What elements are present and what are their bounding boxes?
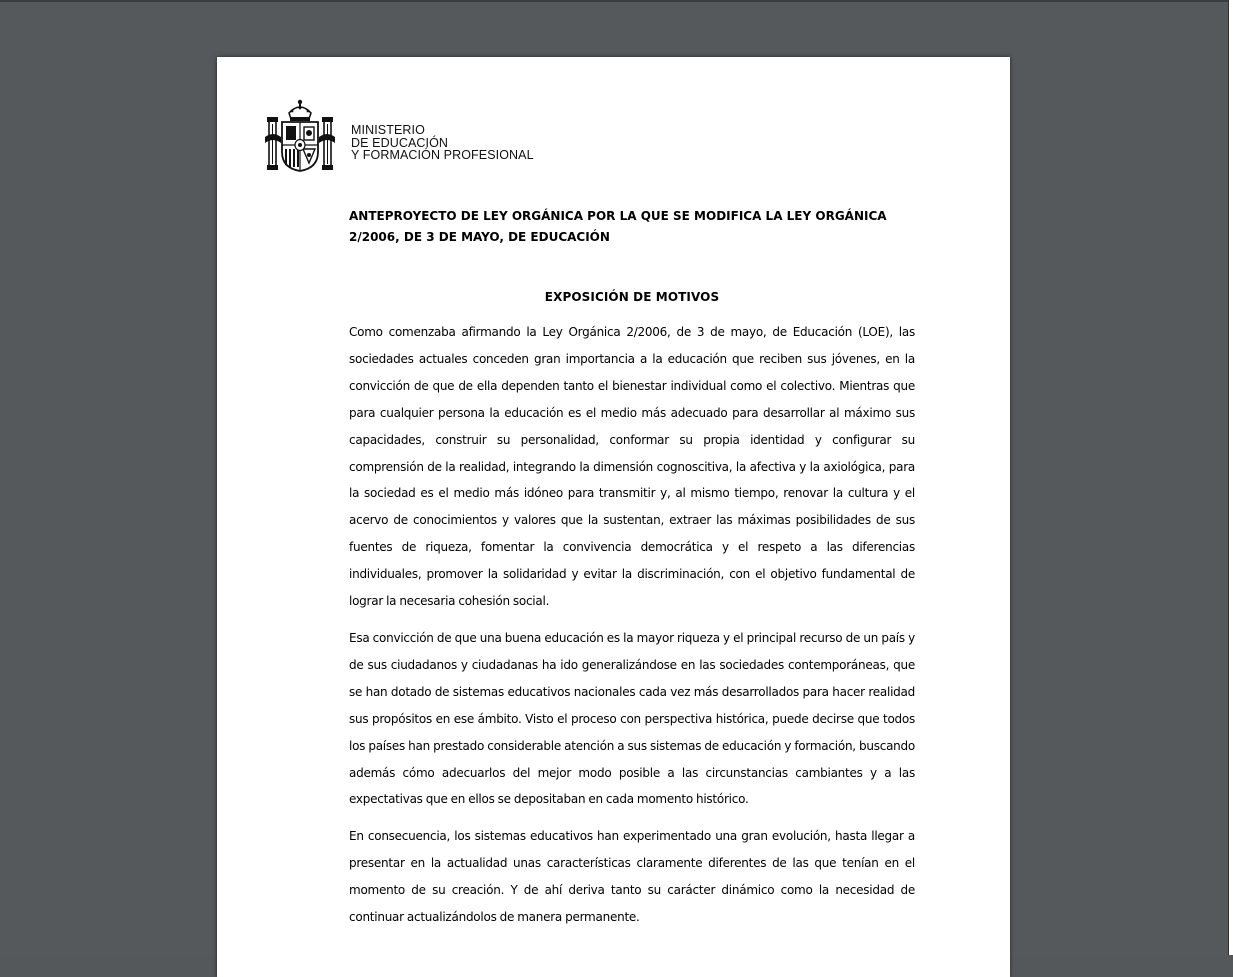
- ministry-line-3: Y FORMACIÓN PROFESIONAL: [351, 148, 534, 162]
- document-page: [217, 57, 1010, 977]
- ministry-line-2: DE EDUCACIÓN: [351, 135, 449, 150]
- coat-of-arms-icon: [265, 97, 335, 173]
- paragraph: Como comenzaba afirmando la Ley Orgánica 2/2006, de 3 de mayo, de Educación (LOE), las sociedades actuales conceden gran importancia a la educación que reciben sus jóvenes, en la convicción de que de ella dependen tanto el bienestar individual como el colectivo. Mientras que para cualquier persona la educación es el medio más adecuado para desarrollar al máximo sus capacidades, construir su personalidad, conformar su propia identidad y configurar su comprensión de la realidad, integrando la dimensión cognoscitiva, la afectiva y la axiológica, para la sociedad es el medio más idóneo para transmitir y, al mismo tiempo, renovar la cultura y el acervo de conocimientos y valores que la sustentan, extraer las máximas posibilidades de sus fuentes de riqueza, fomentar la convivencia democrática y el respeto a las diferencias individuales, promover la solidaridad y evitar la discriminación, con el objetivo fundamental de lograr la necesaria cohesión social.: [349, 325, 915, 609]
- paragraph: Esa convicción de que una buena educación es la mayor riqueza y el principal recurso de un país y de sus ciudadanos y ciudadanas ha ido generalizándose en las sociedades contemporáneas, que se han dotado de sistemas educativos nacionales cada vez más desarrollados para hacer realidad sus propósitos en ese ámbito. Visto el proceso con perspectiva histórica, puede decirse que todos los países han prestado considerable atención a sus sistemas de educación y formación, buscando además cómo adecuarlos del mejor modo posible a las circunstancias cambiantes y a las expectativas que en ellos se depositaban en cada momento histórico.: [349, 630, 915, 807]
- document-title: ANTEPROYECTO DE LEY ORGÁNICA POR LA QUE SE MODIFICA LA LEY ORGÁNICA 2/2006, DE 3 DE MAYO, DE EDUCACIÓN: [349, 209, 887, 244]
- ministry-line-1: MINISTERIO: [351, 123, 425, 137]
- window-edge: [1228, 0, 1233, 955]
- document-body: [349, 319, 915, 941]
- section-title: EXPOSICIÓN DE MOTIVOS: [544, 290, 720, 304]
- ministry-name: [351, 124, 534, 162]
- paragraph: En consecuencia, los sistemas educativos han experimentado una gran evolución, hasta llegar a presentar en la actualidad unas características claramente diferentes de las que tenían en el momento de su creación. Y de ahí deriva tanto su carácter dinámico como la necesidad de continuar actualizándolos de manera permanente.: [349, 829, 915, 925]
